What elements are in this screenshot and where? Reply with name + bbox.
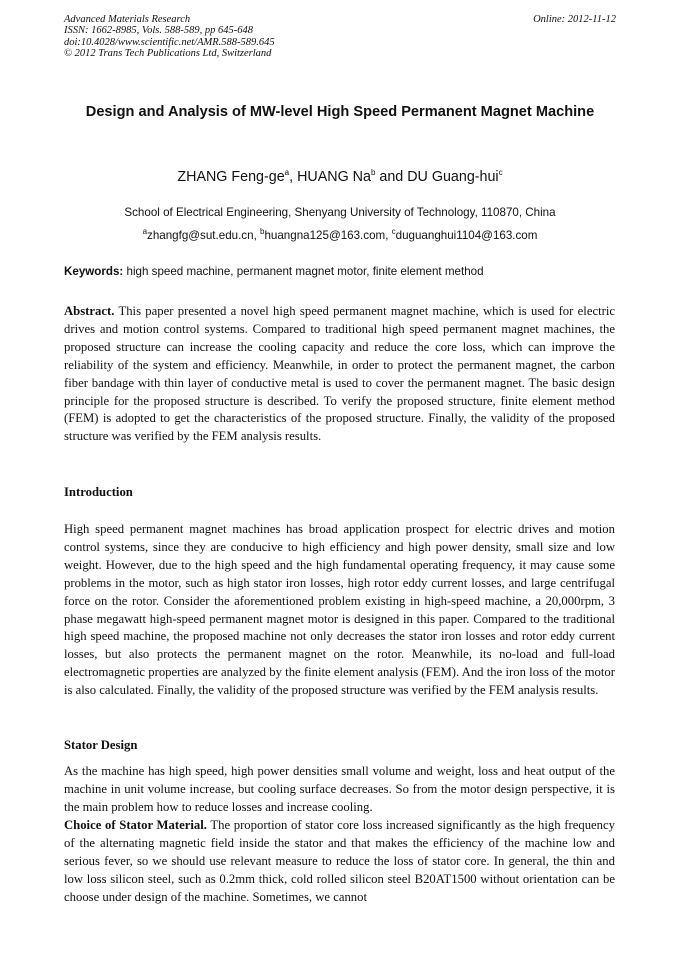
author-affil-mark: a (284, 168, 290, 178)
author-name: DU Guang-hui (407, 169, 499, 185)
introduction-paragraph: High speed permanent magnet machines has broad application prospect for electric drives and motion control systems, since they are conducive to high efficiency and high power density, small size and low weight. However, due to the high speed and the high fundamental operating frequency, it may cause some problems in the motor, such as high stator iron losses, high rotor eddy current losses, and large centrifugal force on the rotor. Consider the aforementioned problem existing in high-speed machine, a 20,000rpm, 3 phase megawatt high-speed permanent magnet motor is designed in this paper. Compared to the traditional high speed machine, the proposed machine not only decreases the stator iron losses and rotor eddy current losses, but also protects the permanent magnet on the rotor. Meanwhile, its no-load and full-load electromagnetic properties are analyzed by the finite element analysis (FEM). And the iron loss of the motor is also calculated. Finally, the validity of the proposed structure was verified by the FEM analysis results. (64, 522, 615, 698)
abstract-text: This paper presented a novel high speed permanent magnet machine, which is used for electric drives and motion control systems. Compared to traditional high speed permanent magnet machines, the proposed structure can increase the cooling capacity and reduce the core loss, which can improve the reliability of the system and efficiency. Meanwhile, in order to protect the permanent magnet, the carbon fiber bandage with thin layer of conductive metal is used to cover the permanent magnet. The basic design principle for the proposed structure is described. To verify the proposed structure, finite element method (FEM) is adopted to get the characteristics of the proposed structure. Finally, the validity of the proposed structure was verified by the FEM analysis results. (64, 304, 615, 444)
author-name: ZHANG Feng-ge (177, 169, 285, 185)
email-affil-mark: c (391, 227, 396, 237)
email-separator: , (385, 229, 392, 242)
keywords-text: high speed machine, permanent magnet motor, finite element method (123, 265, 484, 278)
email-list (64, 229, 616, 242)
paper-title: Design and Analysis of MW-level High Speed Permanent Magnet Machine (85, 104, 595, 120)
email-affil-mark: b (260, 227, 265, 237)
abstract-label: Abstract. (64, 304, 115, 318)
keywords-line (64, 265, 616, 278)
affiliation: School of Electrical Engineering, Shenyang University of Technology, 110870, China (124, 206, 556, 219)
author-list (64, 169, 616, 185)
author-affil-mark: c (498, 168, 503, 178)
stator-material-subheading: Choice of Stator Material. (64, 818, 207, 832)
abstract-paragraph (64, 303, 615, 446)
keywords-label: Keywords: (64, 265, 124, 278)
author-separator: and (375, 169, 408, 185)
doi-line: doi:10.4028/www.scientific.net/AMR.588-589.645 (64, 36, 275, 48)
copyright-line: © 2012 Trans Tech Publications Ltd, Switzerland (64, 48, 272, 60)
stator-material-paragraph (64, 817, 615, 907)
author-affil-mark: b (370, 168, 376, 178)
email-link[interactable]: duguanghui1104@163.com (395, 229, 538, 242)
issn-line: ISSN: 1662-8985, Vols. 588-589, pp 645-648 (64, 25, 253, 37)
stator-design-paragraph: As the machine has high speed, high power densities small volume and weight, loss and heat output of the machine in unit volume increase, but cooling surface decreases. So from the motor design perspective, it is the main problem how to reduce losses and increase cooling. (64, 764, 615, 814)
author-separator: , (289, 169, 298, 185)
introduction-heading: Introduction (64, 485, 133, 499)
journal-name: Advanced Materials Research (64, 14, 191, 25)
journal-header (64, 14, 616, 60)
email-separator: , (253, 229, 261, 242)
stator-material-text: The proportion of stator core loss increased significantly as the high frequency of the alternating magnetic field inside the stator and that makes the efficiency of the machine low and serious fever, so we should use relevant measure to reduce the loss of stator core. In general, the thin and low loss silicon steel, such as 0.2mm thick, cold rolled silicon steel B20AT1500 without orientation can be choose under design of the machine. Sometimes, we cannot (64, 818, 616, 904)
stator-design-heading: Stator Design (64, 738, 138, 752)
email-link[interactable]: zhangfg@sut.edu.cn (147, 229, 254, 242)
email-affil-mark: a (142, 227, 148, 237)
online-date: Online: 2012-11-12 (533, 14, 616, 25)
author-name: HUANG Na (297, 169, 371, 185)
email-link[interactable]: huangna125@163.com (264, 229, 386, 242)
